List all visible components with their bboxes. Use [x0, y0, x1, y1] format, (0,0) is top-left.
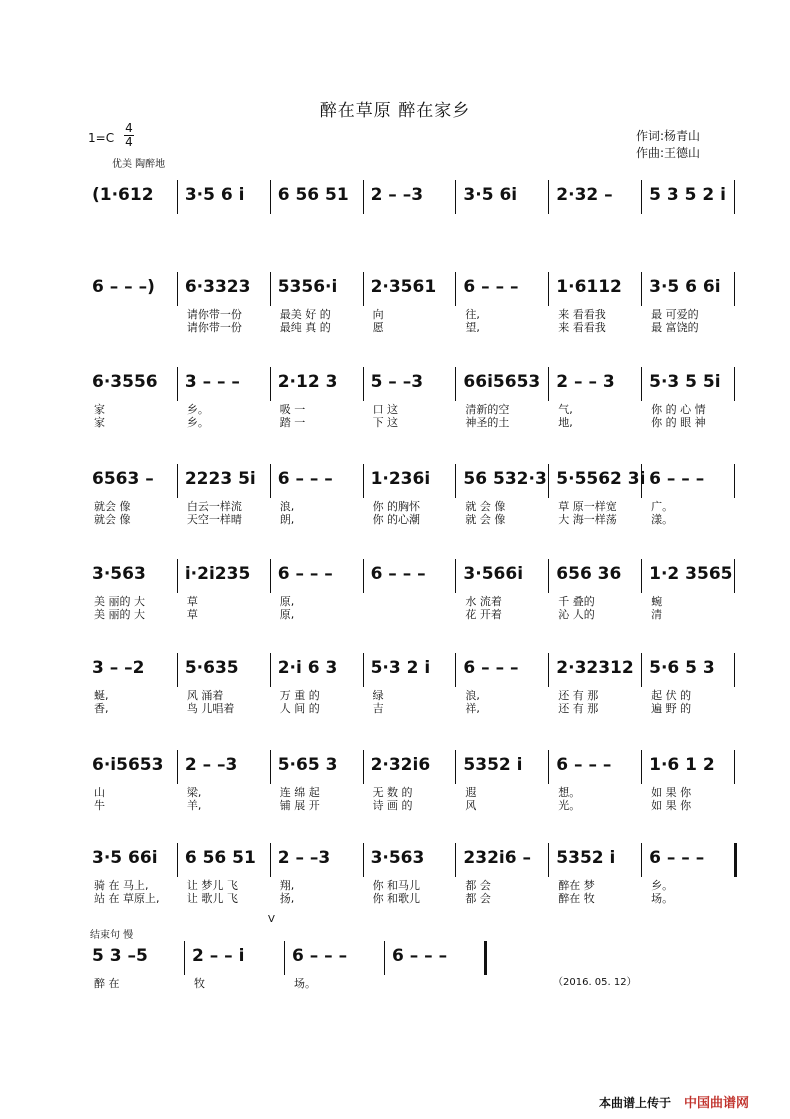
lyric-syllables: 水 流着 — [465, 595, 502, 608]
lyric-syllables: 还 有 那 — [558, 689, 599, 702]
lyric-syllables: 风 — [465, 799, 477, 812]
lyric-syllables: 鸟 儿唱着 — [186, 702, 235, 715]
measure-notes: 3 – –2 — [92, 658, 145, 678]
lyric-syllables: 地, — [558, 416, 573, 429]
measure-notes: 6563 – — [92, 469, 154, 489]
lyric-syllables: 望, — [465, 321, 480, 334]
lyric-syllables: 绿 — [372, 689, 384, 702]
measure-notes: 2·3561 — [370, 277, 437, 297]
lyric-syllables: 下 这 — [372, 416, 399, 429]
lyric-syllables: 场。 — [651, 892, 674, 905]
lyric-syllables: 翔, — [279, 879, 295, 892]
lyric-syllables: 沁 人的 — [558, 608, 595, 621]
lyric-syllables: 想。 — [558, 786, 581, 799]
measure-notes: (1·612 — [92, 185, 154, 205]
lyric-syllables: 扬, — [279, 892, 295, 905]
lyric-syllables: 最 可爱的 — [651, 308, 699, 321]
lyric-syllables: 铺 展 开 — [279, 799, 320, 812]
time-signature-bottom: 4 — [125, 135, 133, 149]
lyric-syllables: 就 会 像 — [465, 513, 506, 526]
lyric-syllables: 大 海一样荡 — [558, 513, 617, 526]
lyric-syllables: 气, — [558, 403, 573, 416]
key-signature: 1=C — [88, 131, 115, 145]
lyric-syllables: 诗 画 的 — [372, 799, 413, 812]
lyric-syllables: 让 梦儿 飞 — [186, 879, 238, 892]
lyric-syllables: 你 的 眼 神 — [651, 416, 706, 429]
lyric-syllables: 清新的空 — [465, 403, 510, 416]
measure-notes: 2 – – i — [192, 946, 245, 966]
lyric-syllables: 白云一样流 — [186, 500, 242, 513]
measure-notes: 1·236i — [370, 469, 431, 489]
tempo-marking: 优美 陶醉地 — [112, 159, 166, 170]
measure-notes: 5·3 2 i — [370, 658, 431, 678]
lyricist-credit: 作词:杨青山 — [636, 129, 701, 143]
measure-notes: 3·566i — [463, 564, 524, 584]
lyric-syllables: 最 富饶的 — [651, 321, 699, 334]
lyric-syllables: 清 — [651, 608, 663, 621]
lyric-syllables: 就会 像 — [94, 513, 131, 526]
lyric-syllables: 你 的心潮 — [372, 513, 421, 526]
measure-notes: 6 – – – — [392, 946, 448, 966]
lyric-syllables: 就会 像 — [94, 500, 131, 513]
measure-notes: 232i6 – — [463, 848, 531, 868]
lyric-syllables: 遐 — [465, 786, 477, 799]
measure-notes: 1·6112 — [556, 277, 622, 297]
measure-notes: 6 – – – — [277, 469, 333, 489]
measure-notes: 3 – – – — [184, 372, 240, 392]
measure-notes: 6 56 51 — [277, 185, 349, 205]
lyric-syllables: 祥, — [465, 702, 480, 715]
lyric-syllables: 如 果 你 — [651, 799, 692, 812]
measure-notes: 5·3 5 5i — [649, 372, 721, 392]
lyric-syllables: 吉 — [372, 702, 384, 715]
measure-notes: 66i5653 — [463, 372, 541, 392]
measure-notes: 3·5 6i — [463, 185, 518, 205]
measure-notes: 2·i 6 3 — [277, 658, 338, 678]
measure-notes: 6 – – – — [649, 469, 705, 489]
lyric-syllables: 都 会 — [465, 892, 491, 905]
lyric-syllables: 浪, — [465, 689, 480, 702]
lyric-syllables: 场。 — [294, 977, 316, 990]
measure-notes: 5·6 5 3 — [649, 658, 715, 678]
measure-notes: 5 3 5 2 i — [649, 185, 726, 205]
measure-notes: 5 3 –5 — [92, 946, 148, 966]
song-title: 醉在草原 醉在家乡 — [319, 101, 471, 121]
measure-notes: 2·32i6 — [370, 755, 431, 775]
lyric-syllables: 向 — [372, 308, 384, 321]
measure-notes: i·2i235 — [184, 564, 251, 584]
lyric-syllables: 家 — [94, 403, 105, 416]
upload-notice: 本曲谱上传于 — [599, 1096, 672, 1110]
lyric-syllables: 美 丽的 大 — [94, 595, 145, 608]
lyric-syllables: 遍 野 的 — [651, 702, 692, 715]
lyric-syllables: 你 的 心 情 — [651, 403, 706, 416]
measure-notes: 3·563 — [92, 564, 146, 584]
lyric-syllables: 乡。 — [186, 403, 209, 416]
lyric-syllables: 草 — [186, 608, 198, 621]
lyric-syllables: 牧 — [194, 977, 205, 990]
measure-notes: 6 – – – — [370, 564, 426, 584]
measure-notes: 3·5 6 i — [184, 185, 245, 205]
lyric-syllables: 香, — [94, 702, 109, 715]
lyric-syllables: 醉 在 — [94, 977, 120, 990]
lyric-syllables: 站 在 草原上, — [94, 892, 160, 905]
measure-notes: 56 532·3 — [463, 469, 547, 489]
measure-notes: 6 – – – — [463, 658, 519, 678]
lyric-syllables: 就 会 像 — [465, 500, 506, 513]
measure-notes: 5·5562 3i — [556, 469, 646, 489]
lyric-syllables: 最纯 真 的 — [279, 321, 331, 334]
coda-label: 结束句 慢 — [90, 930, 134, 941]
measure-notes: 2223 5i — [184, 469, 256, 489]
lyric-syllables: 风 涌着 — [186, 689, 224, 702]
lyric-syllables: 原, — [279, 595, 295, 608]
measure-notes: 2 – –3 — [184, 755, 238, 775]
lyric-syllables: 家 — [94, 416, 105, 429]
measure-notes: 2·32312 — [556, 658, 634, 678]
measure-notes: 6 – – –) — [92, 277, 155, 297]
lyric-syllables: 都 会 — [465, 879, 491, 892]
lyric-syllables: 朗, — [279, 513, 295, 526]
lyric-syllables: 美 丽的 大 — [94, 608, 145, 621]
lyric-syllables: 梁, — [186, 786, 202, 799]
measure-notes: 5·65 3 — [277, 755, 338, 775]
lyric-syllables: 请你带一份 — [186, 321, 242, 334]
lyric-syllables: 让 歌儿 飞 — [186, 892, 238, 905]
lyric-syllables: 来 看看我 — [558, 308, 606, 321]
measure-notes: 6 – – – — [292, 946, 348, 966]
lyric-syllables: 请你带一份 — [186, 308, 242, 321]
lyric-syllables: 乡。 — [186, 416, 209, 429]
measure-notes: 6·3556 — [92, 372, 158, 392]
lyric-syllables: 千 叠的 — [558, 595, 595, 608]
lyric-syllables: 连 绵 起 — [279, 786, 320, 799]
lyric-syllables: 你 的胸怀 — [372, 500, 421, 513]
lyric-syllables: 浪, — [279, 500, 295, 513]
measure-notes: 6·3323 — [184, 277, 251, 297]
measure-notes: 2·32 – — [556, 185, 613, 205]
lyric-syllables: 天空一样晴 — [186, 513, 242, 526]
measure-notes: 5·635 — [184, 658, 239, 678]
time-signature — [122, 122, 136, 149]
measure-notes: 6 – – – — [556, 755, 612, 775]
measure-notes: 3·5 66i — [92, 848, 158, 868]
lyric-syllables: 漾。 — [651, 513, 674, 526]
measure-notes: 5352 i — [463, 755, 523, 775]
lyric-syllables: 醉在 牧 — [558, 892, 595, 905]
lyric-syllables: 往, — [465, 308, 480, 321]
lyric-syllables: 无 数 的 — [372, 786, 413, 799]
measure-notes: 5352 i — [556, 848, 616, 868]
lyric-syllables: 光。 — [558, 799, 581, 812]
measure-notes: 3·5 6 6i — [649, 277, 721, 297]
lyric-syllables: 愿 — [372, 321, 384, 334]
lyric-syllables: 乡。 — [651, 879, 674, 892]
time-signature-top: 4 — [125, 121, 133, 135]
measure-notes: 2 – –3 — [277, 848, 331, 868]
lyric-syllables: 广。 — [651, 500, 674, 513]
measure-notes: 6 56 51 — [184, 848, 256, 868]
lyric-syllables: 神圣的土 — [465, 416, 510, 429]
lyric-syllables: 骑 在 马上, — [94, 879, 149, 892]
lyric-syllables: 吸 一 — [279, 403, 306, 416]
lyric-syllables: 口 这 — [372, 403, 399, 416]
date-stamp: （2016. 05. 12） — [553, 977, 637, 988]
lyric-syllables: 醉在 梦 — [558, 879, 595, 892]
lyric-syllables: 万 重 的 — [279, 689, 320, 702]
site-logo: 中国曲谱网 — [684, 1096, 750, 1111]
measure-notes: 1·6 1 2 — [649, 755, 715, 775]
measure-notes: 6 – – – — [463, 277, 519, 297]
lyric-syllables: 你 和马儿 — [372, 879, 421, 892]
lyric-syllables: 如 果 你 — [651, 786, 692, 799]
measure-notes: 5356·i — [277, 277, 338, 297]
lyric-syllables: 羊, — [186, 799, 202, 812]
lyric-syllables: 原, — [279, 608, 295, 621]
lyric-syllables: 牛 — [94, 799, 105, 812]
lyric-syllables: 草 — [186, 595, 198, 608]
lyric-syllables: 花 开着 — [465, 608, 502, 621]
measure-notes: 3·563 — [370, 848, 425, 868]
lyric-syllables: 还 有 那 — [558, 702, 599, 715]
measure-notes: 1·2 3565 — [649, 564, 733, 584]
lyric-syllables: 蜿 — [651, 595, 663, 608]
measure-notes: 2·12 3 — [277, 372, 338, 392]
measure-notes: 6 – – – — [649, 848, 705, 868]
lyric-syllables: 山 — [94, 786, 105, 799]
measure-notes: 2 – –3 — [370, 185, 424, 205]
lyric-syllables: 人 间 的 — [279, 702, 320, 715]
measure-notes: 6·i5653 — [92, 755, 164, 775]
composer-credit: 作曲:王德山 — [636, 146, 701, 160]
lyric-syllables: 来 看看我 — [558, 321, 606, 334]
lyric-syllables: 最美 好 的 — [279, 308, 331, 321]
lyric-syllables: 踏 一 — [279, 416, 306, 429]
measure-notes: 656 36 — [556, 564, 622, 584]
lyric-syllables: 你 和歌儿 — [372, 892, 421, 905]
measure-notes: 2 – – 3 — [556, 372, 615, 392]
measure-notes: 6 – – – — [277, 564, 333, 584]
breath-mark: V — [268, 914, 275, 925]
lyric-syllables: 蜒, — [94, 689, 109, 702]
measure-notes: 5 – –3 — [370, 372, 424, 392]
lyric-syllables: 草 原一样宽 — [558, 500, 617, 513]
lyric-syllables: 起 伏 的 — [651, 689, 692, 702]
